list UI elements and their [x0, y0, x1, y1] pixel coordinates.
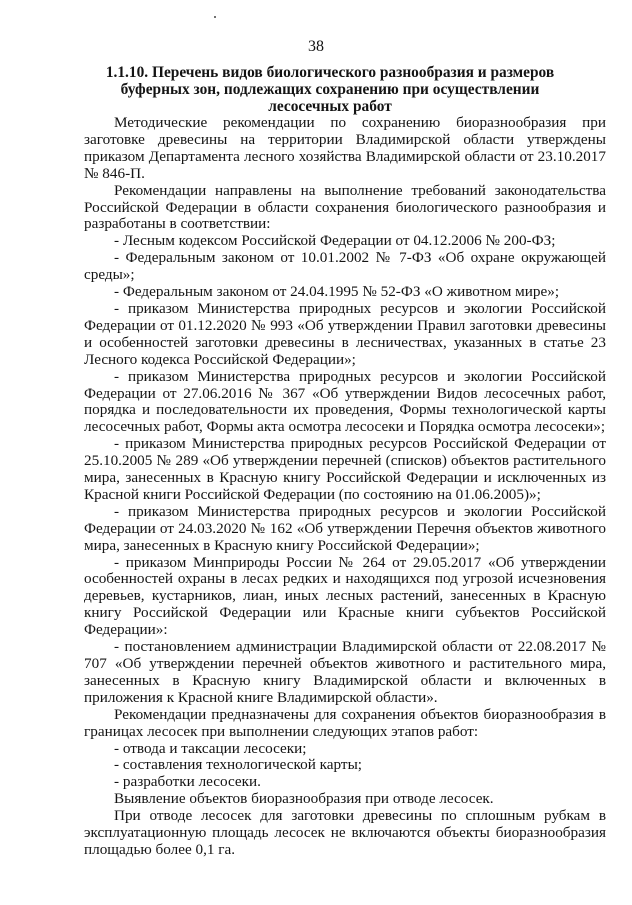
- list-item-environment-law: - Федеральным законом от 10.01.2002 № 7-ФЗ «Об охране окружающей среды»;: [84, 249, 606, 284]
- list-item-stage-tech-map: - составления технологической карты;: [114, 756, 362, 774]
- list-item-order-993: - приказом Министерства природных ресурсов и экологии Российской Федерации от 01.12.2020 № 993 «Об утверждении Правил заготовки древесины и особенностей заготовки древесины в лесничествах, указанных в статье 23 Лесного кодекса Российской Федерации»;: [84, 299, 606, 368]
- page-number: 38: [308, 38, 324, 55]
- paragraph-clearcut-rule: При отводе лесосек для заготовки древесины по сплошным рубкам в эксплуатационную площадь лесосек не включаются объекты биоразнообразия площадью более 0,1 га.: [84, 807, 606, 858]
- document-body: [84, 115, 606, 859]
- list-item-order-289: - приказом Министерства природных ресурсов Российской Федерации от 25.10.2005 № 289 «Об утверждении перечней (списков) объектов растительного мира, занесенных в Красную книгу Российской Федерации и исключенных из Красной книги Российской Федерации (по состоянию на 01.06.2005)»;: [84, 435, 606, 503]
- list-item-stage-allotment: - отвода и таксации лесосеки;: [114, 739, 307, 757]
- paragraph-intro: Методические рекомендации по сохранению биоразнообразия при заготовке древесины на территории Владимирской области утверждены приказом Департамента лесного хозяйства Владимирской области от 23.10.2017 № 846-П.: [84, 114, 606, 182]
- paragraph-recommendations: Рекомендации направлены на выполнение требований законодательства Российской Федерации в области сохранения биологического разнообразия и разработаны в соответствии:: [84, 181, 606, 233]
- list-item-order-367: - приказом Министерства природных ресурсов и экологии Российской Федерации от 27.06.2016 № 367 «Об утверждении Видов лесосечных работ, порядка и последовательности их проведения, Формы технологической карты лесосечных работ, Формы акта осмотра лесосеки и Порядка осмотра лесосеки»;: [84, 367, 606, 436]
- scan-speck: [214, 16, 216, 18]
- list-item-stage-development: - разработки лесосеки.: [114, 773, 261, 791]
- list-item-order-162: - приказом Министерства природных ресурсов и экологии Российской Федерации от 24.03.2020 № 162 «Об утверждении Перечня объектов животного мира, занесенных в Красную книгу Российской Федерации»;: [84, 502, 606, 554]
- list-item-order-264: - приказом Минприроды России № 264 от 29.05.2017 «Об утверждении особенностей охраны в лесах редких и находящихся под угрозой исчезновения деревьев, кустарников, лиан, иных лесных растений, занесенных в Красную книгу Российской Федерации или Красные книги субъектов Российской Федерации»:: [84, 553, 606, 639]
- paragraph-identification: Выявление объектов биоразнообразия при отводе лесосек.: [114, 790, 494, 808]
- section-heading: 1.1.10. Перечень видов биологического разнообразия и размеров буферных зон, подлежащих сохранению при осуществлении лесосечных работ: [105, 64, 555, 115]
- list-item-wildlife-law: - Федеральным законом от 24.04.1995 № 52-ФЗ «О животном мире»;: [114, 283, 560, 301]
- paragraph-purpose: Рекомендации предназначены для сохранения объектов биоразнообразия в границах лесосек при выполнении следующих этапов работ:: [84, 705, 606, 740]
- list-item-forest-code: - Лесным кодексом Российской Федерации от 04.12.2006 № 200-ФЗ;: [114, 232, 556, 250]
- list-item-resolution-707: - постановлением администрации Владимирской области от 22.08.2017 № 707 «Об утверждении перечней объектов животного и растительного мира, занесенных в Красную книгу Владимирской области и включенных в приложения к Красной книге Владимирской области».: [84, 638, 606, 706]
